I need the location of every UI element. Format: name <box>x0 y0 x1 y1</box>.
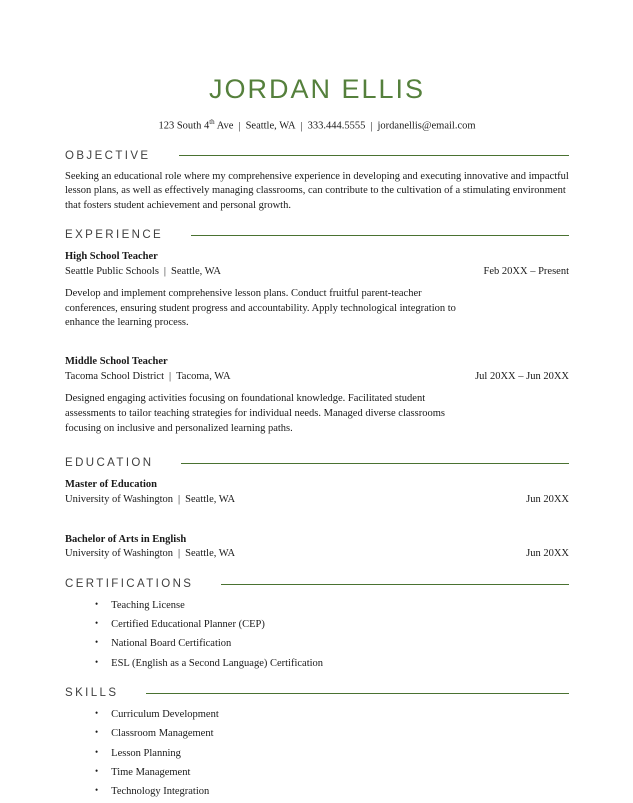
degree-name: Master of Education <box>65 479 157 491</box>
contact-email: jordanellis@email.com <box>377 120 476 132</box>
section-skills-title: SKILLS <box>65 687 119 700</box>
section-experience <box>65 229 569 436</box>
divider-pipe: | <box>238 120 241 132</box>
person-name: JORDAN ELLIS <box>208 74 426 104</box>
degree-school: University of Washington <box>65 494 174 506</box>
section-objective-header <box>65 150 569 162</box>
resume-header <box>65 74 569 132</box>
section-education-header <box>65 457 569 469</box>
degree-meta-line <box>65 493 569 508</box>
section-objective <box>65 150 569 215</box>
skill-label: Classroom Management <box>111 728 214 740</box>
section-certifications-title: CERTIFICATIONS <box>65 578 194 591</box>
job-location: Tacoma, WA <box>176 371 231 382</box>
bullet-icon: • <box>95 727 99 738</box>
degree-entry <box>65 478 569 507</box>
certification-label: National Board Certification <box>111 638 232 650</box>
section-experience-title: EXPERIENCE <box>65 229 164 242</box>
section-education-title: EDUCATION <box>65 457 154 470</box>
bullet-icon: • <box>95 746 99 757</box>
section-education <box>65 457 569 562</box>
job-org: Seattle Public Schools <box>65 265 159 277</box>
section-rule <box>221 584 569 585</box>
bullet-icon: • <box>95 599 99 610</box>
skill-item <box>95 747 569 761</box>
degree-school-location <box>65 547 235 562</box>
job-role: Middle School Teacher <box>65 356 168 368</box>
skill-label: Curriculum Development <box>111 709 219 721</box>
job-description: Develop and implement comprehensive lesson plans. Conduct fruitful parent-teacher conferences, ensuring student progress and accountability. Apply technological integration to enhance the learning process. <box>65 287 456 329</box>
section-skills-header <box>65 687 569 699</box>
contact-phone: 333.444.5555 <box>307 120 366 132</box>
skill-item <box>95 785 569 799</box>
degree-entry <box>65 533 569 562</box>
street-ordinal: th <box>209 118 215 126</box>
degree-location: Seattle, WA <box>185 548 236 560</box>
certification-label: Teaching License <box>111 600 185 612</box>
job-role: High School Teacher <box>65 251 158 263</box>
job-org-location <box>65 370 231 385</box>
job-entry <box>65 355 569 436</box>
degree-school: University of Washington <box>65 548 174 560</box>
degree-dates: Jun 20XX <box>526 548 569 560</box>
divider-pipe: | <box>370 120 373 132</box>
divider-pipe: | <box>169 371 172 382</box>
section-rule <box>191 235 569 236</box>
section-certifications-header <box>65 578 569 590</box>
street-address: 123 South 4 <box>158 120 210 132</box>
certification-item <box>95 637 569 651</box>
bullet-icon: • <box>95 656 99 667</box>
skill-item <box>95 727 569 741</box>
skill-label: Time Management <box>111 766 191 778</box>
job-entry <box>65 250 569 331</box>
contact-location: Seattle, WA <box>245 120 296 132</box>
job-dates: Feb 20XX – Present <box>483 265 569 277</box>
divider-pipe: | <box>163 265 167 277</box>
job-meta-line <box>65 370 569 385</box>
bullet-icon: • <box>95 765 99 776</box>
section-rule <box>146 693 569 694</box>
certification-label: ESL (English as a Second Language) Certification <box>111 657 324 669</box>
skills-list <box>65 699 569 798</box>
degree-dates: Jun 20XX <box>526 494 569 506</box>
degree-meta-line <box>65 547 569 562</box>
skill-label: Technology Integration <box>111 785 210 797</box>
section-rule <box>179 155 569 156</box>
divider-pipe: | <box>178 494 181 506</box>
job-org: Tacoma School District <box>65 371 164 382</box>
job-location: Seattle, WA <box>171 265 221 277</box>
section-certifications <box>65 578 569 670</box>
divider-pipe: | <box>178 548 181 560</box>
bullet-icon: • <box>95 637 99 648</box>
job-org-location <box>65 265 221 280</box>
street-suffix: Ave <box>214 120 234 132</box>
certification-item <box>95 599 569 613</box>
certification-item <box>95 657 569 671</box>
certification-label: Certified Educational Planner (CEP) <box>111 619 265 631</box>
job-dates: Jul 20XX – Jun 20XX <box>475 371 569 382</box>
section-objective-title: OBJECTIVE <box>65 149 151 162</box>
section-skills <box>65 687 569 798</box>
certification-item <box>95 618 569 632</box>
degree-name: Bachelor of Arts in English <box>65 533 187 545</box>
certifications-list <box>65 590 569 670</box>
contact-line <box>65 118 569 132</box>
bullet-icon: • <box>95 618 99 629</box>
job-meta-line <box>65 265 569 280</box>
skill-label: Lesson Planning <box>111 747 181 759</box>
job-description: Designed engaging activities focusing on foundational knowledge. Facilitated student assessments to tailor teaching strategies for individual needs. Managed diverse classrooms focusing on inclusive and personalized learning paths. <box>65 392 445 434</box>
bullet-icon: • <box>95 784 99 795</box>
degree-location: Seattle, WA <box>185 494 236 506</box>
skill-item <box>95 708 569 722</box>
section-rule <box>181 463 569 464</box>
section-experience-header <box>65 229 569 241</box>
bullet-icon: • <box>95 708 99 719</box>
divider-pipe: | <box>300 120 303 132</box>
objective-text: Seeking an educational role where my comprehensive experience in developing and executing innovative and impactful lesson plans, as well as effectively managing classrooms, can contribute to the cultivation of a stimulating environment that fosters student achievement and personal growth. <box>65 170 569 212</box>
degree-school-location <box>65 493 235 508</box>
skill-item <box>95 766 569 780</box>
